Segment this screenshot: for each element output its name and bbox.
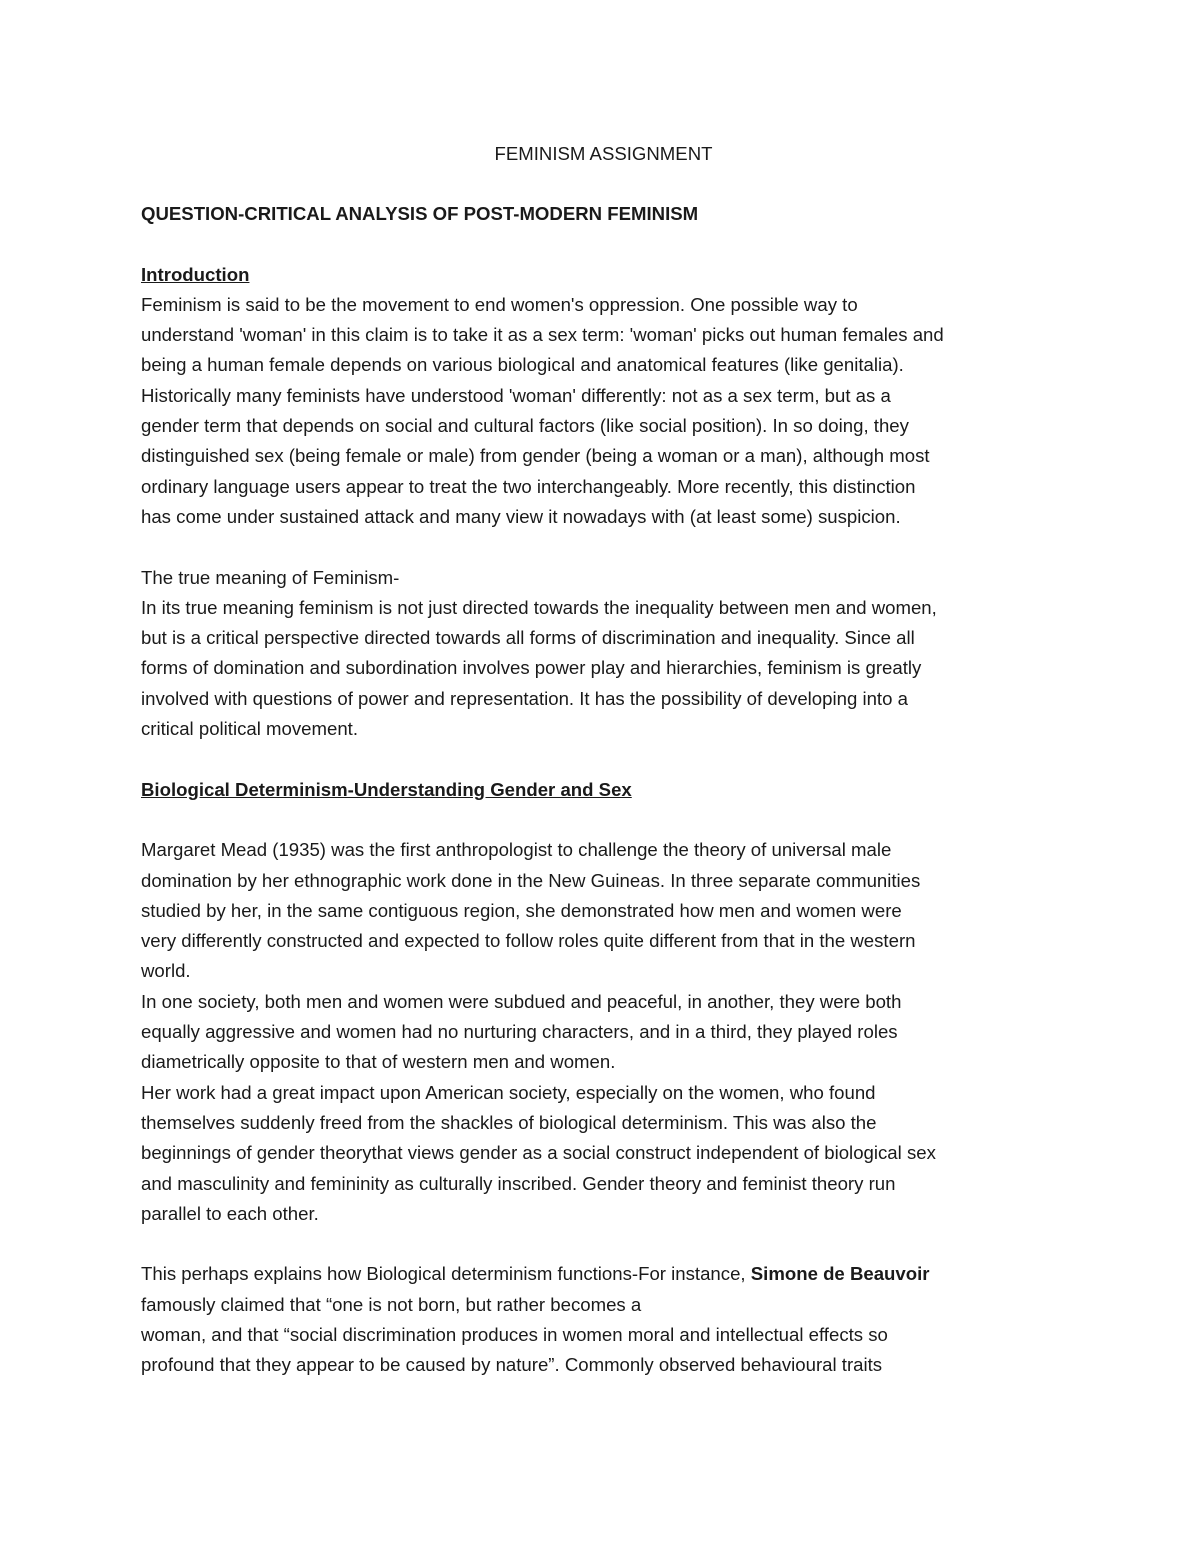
text-line: In its true meaning feminism is not just directed towards the inequality between men and women, (141, 596, 937, 618)
spacer (141, 805, 1066, 835)
text-line: but is a critical perspective directed towards all forms of discrimination and inequality. Since all (141, 627, 915, 649)
text-line: famously claimed that “one is not born, but rather becomes a (141, 1293, 642, 1315)
societies-paragraph (141, 987, 1066, 1078)
text-line: ordinary language users appear to treat the two interchangeably. More recently, this distinction (141, 475, 916, 497)
text-line: domination by her ethnographic work done in the New Guineas. In three separate communities (141, 869, 921, 891)
text-line: and masculinity and femininity as culturally inscribed. Gender theory and feminist theory run (141, 1172, 896, 1194)
text-line: woman, and that “social discrimination produces in women moral and intellectual effects so (141, 1323, 888, 1345)
biological-determinism-heading: Biological Determinism-Understanding Gender and Sex (141, 778, 632, 800)
text-line: Her work had a great impact upon American society, especially on the women, who found (141, 1081, 876, 1103)
text-line: equally aggressive and women had no nurturing characters, and in a third, they played roles (141, 1021, 898, 1043)
text-line: beginnings of gender theorythat views gender as a social construct independent of biological sex (141, 1142, 936, 1164)
text-line: gender term that depends on social and cultural factors (like social position). In so doing, they (141, 415, 909, 437)
true-meaning-section (141, 563, 1066, 745)
introduction-section (141, 260, 1066, 533)
beauvoir-name: Simone de Beauvoir (750, 1263, 930, 1285)
impact-paragraph (141, 1078, 1066, 1229)
text-line: Margaret Mead (1935) was the first anthropologist to challenge the theory of universal male (141, 839, 892, 861)
text-line: very differently constructed and expected to follow roles quite different from that in the western (141, 930, 916, 952)
mead-paragraph (141, 835, 1066, 986)
introduction-paragraph (141, 290, 1066, 532)
text-line: parallel to each other. (141, 1202, 319, 1224)
text-line: forms of domination and subordination involves power play and hierarchies, feminism is greatly (141, 657, 922, 679)
text-line: Historically many feminists have understood 'woman' differently: not as a sex term, but as a (141, 384, 891, 406)
true-meaning-heading: The true meaning of Feminism- (141, 566, 400, 588)
text-run: This perhaps explains how Biological determinism functions-For instance, (141, 1263, 751, 1285)
text-line: critical political movement. (141, 718, 358, 740)
text-line: In one society, both men and women were subdued and peaceful, in another, they were both (141, 990, 902, 1012)
text-line: has come under sustained attack and many view it nowadays with (at least some) suspicion. (141, 505, 901, 527)
text-line: studied by her, in the same contiguous region, she demonstrated how men and women were (141, 899, 902, 921)
question-heading: QUESTION-CRITICAL ANALYSIS OF POST-MODERN FEMINISM (141, 203, 699, 225)
text-line: involved with questions of power and representation. It has the possibility of developing into a (141, 687, 908, 709)
text-line: themselves suddenly freed from the shackles of biological determinism. This was also the (141, 1111, 877, 1133)
text-line (141, 1259, 1066, 1289)
introduction-heading: Introduction (141, 263, 250, 285)
text-line: being a human female depends on various biological and anatomical features (like genitalia). (141, 354, 904, 376)
text-line: Feminism is said to be the movement to end women's oppression. One possible way to (141, 293, 858, 315)
text-line: profound that they appear to be caused by nature”. Commonly observed behavioural traits (141, 1354, 883, 1376)
document-title: FEMINISM ASSIGNMENT (494, 143, 713, 164)
biological-determinism-section (141, 775, 1066, 1381)
document-page (141, 139, 1066, 1381)
true-meaning-paragraph (141, 593, 1066, 744)
text-line: understand 'woman' in this claim is to take it as a sex term: 'woman' picks out human females and (141, 324, 944, 346)
text-line: diametrically opposite to that of western men and women. (141, 1051, 616, 1073)
text-line: distinguished sex (being female or male) from gender (being a woman or a man), although most (141, 445, 930, 467)
text-line: world. (141, 960, 191, 982)
beauvoir-paragraph (141, 1259, 1066, 1380)
